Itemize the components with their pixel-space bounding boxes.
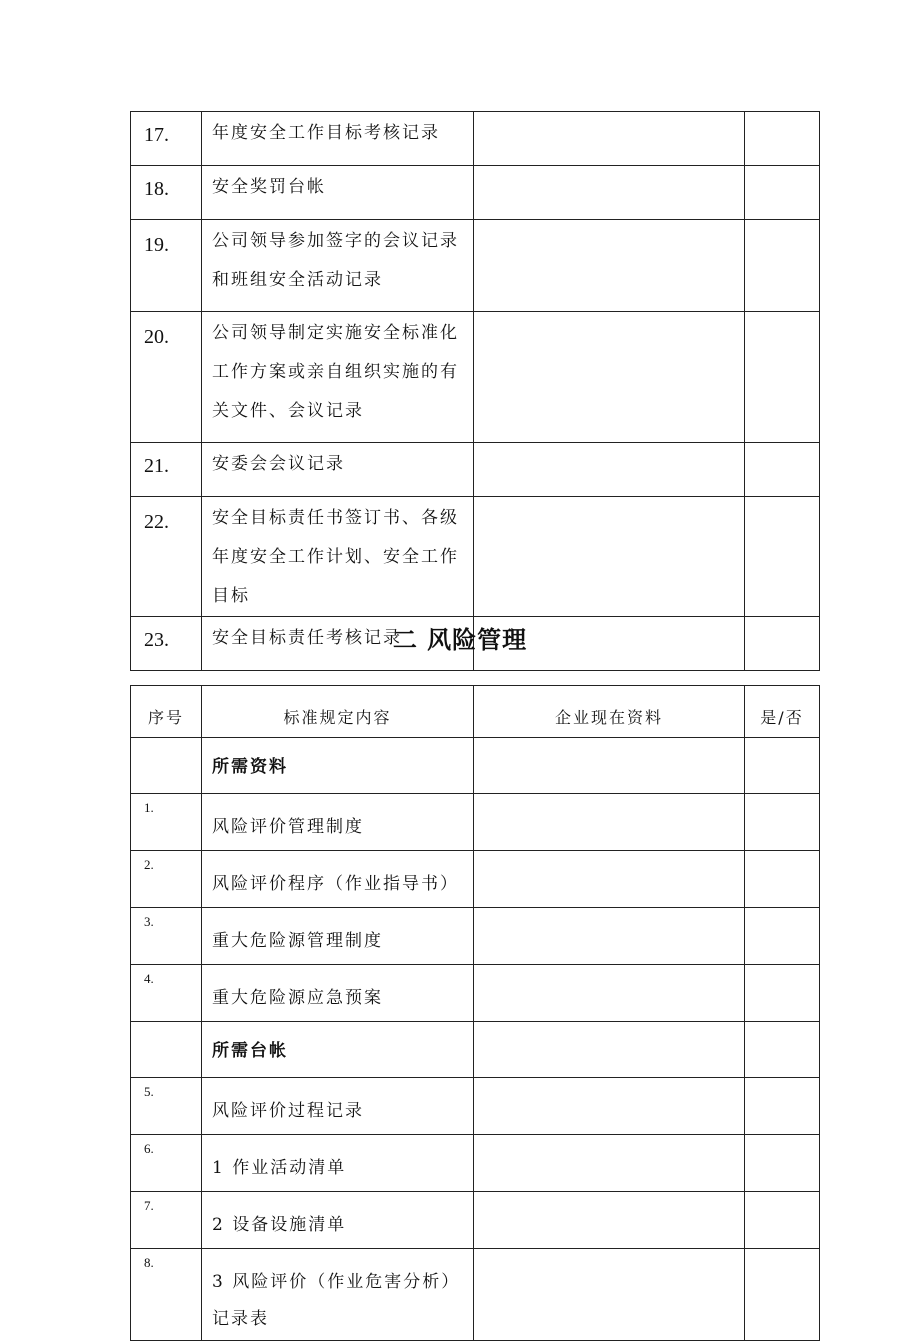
company-material-cell[interactable] bbox=[474, 220, 745, 312]
table-header-row bbox=[131, 686, 820, 738]
section-row bbox=[131, 738, 820, 794]
table-row bbox=[131, 112, 820, 166]
section-row bbox=[131, 1022, 820, 1078]
table-row bbox=[131, 220, 820, 312]
yes-no-cell[interactable] bbox=[745, 908, 820, 965]
row-content: 重大危险源管理制度 bbox=[202, 908, 474, 965]
row-content: 重大危险源应急预案 bbox=[202, 965, 474, 1022]
table-row bbox=[131, 1135, 820, 1192]
row-number bbox=[131, 738, 202, 794]
header-standard-content: 标准规定内容 bbox=[202, 686, 474, 738]
table-row bbox=[131, 908, 820, 965]
yes-no-cell[interactable] bbox=[745, 965, 820, 1022]
row-number bbox=[131, 1022, 202, 1078]
header-number: 序号 bbox=[131, 686, 202, 738]
row-content: 风险评价过程记录 bbox=[202, 1078, 474, 1135]
row-number: 19. bbox=[131, 220, 202, 312]
company-material-cell[interactable] bbox=[474, 1192, 745, 1249]
header-company-material: 企业现在资料 bbox=[474, 686, 745, 738]
row-content: 风险评价程序（作业指导书） bbox=[202, 851, 474, 908]
company-material-cell[interactable] bbox=[474, 794, 745, 851]
table-row bbox=[131, 166, 820, 220]
row-number: 7. bbox=[131, 1192, 202, 1249]
row-number: 3. bbox=[131, 908, 202, 965]
yes-no-cell[interactable] bbox=[745, 312, 820, 443]
company-material-cell[interactable] bbox=[474, 738, 745, 794]
row-number: 1. bbox=[131, 794, 202, 851]
company-material-cell[interactable] bbox=[474, 1078, 745, 1135]
table-row bbox=[131, 312, 820, 443]
company-material-cell[interactable] bbox=[474, 497, 745, 617]
row-number: 17. bbox=[131, 112, 202, 166]
yes-no-cell[interactable] bbox=[745, 1249, 820, 1341]
yes-no-cell[interactable] bbox=[745, 1078, 820, 1135]
company-material-cell[interactable] bbox=[474, 851, 745, 908]
row-content: 安委会会议记录 bbox=[202, 443, 474, 497]
header-yes-no: 是/否 bbox=[745, 686, 820, 738]
company-material-cell[interactable] bbox=[474, 1135, 745, 1192]
company-material-cell[interactable] bbox=[474, 1022, 745, 1078]
row-number: 8. bbox=[131, 1249, 202, 1341]
row-content: 安全目标责任书签订书、各级年度安全工作计划、安全工作目标 bbox=[202, 497, 474, 617]
company-material-cell[interactable] bbox=[474, 112, 745, 166]
company-material-cell[interactable] bbox=[474, 908, 745, 965]
row-content: 公司领导参加签字的会议记录和班组安全活动记录 bbox=[202, 220, 474, 312]
yes-no-cell[interactable] bbox=[745, 497, 820, 617]
row-content: 2 设备设施清单 bbox=[202, 1192, 474, 1249]
requirements-table-continued bbox=[130, 111, 820, 671]
risk-management-table bbox=[130, 685, 820, 1341]
row-content: 1 作业活动清单 bbox=[202, 1135, 474, 1192]
row-number: 20. bbox=[131, 312, 202, 443]
table-row bbox=[131, 851, 820, 908]
company-material-cell[interactable] bbox=[474, 1249, 745, 1341]
yes-no-cell[interactable] bbox=[745, 1192, 820, 1249]
row-number: 22. bbox=[131, 497, 202, 617]
row-number: 6. bbox=[131, 1135, 202, 1192]
table-row bbox=[131, 965, 820, 1022]
row-content: 公司领导制定实施安全标准化工作方案或亲自组织实施的有关文件、会议记录 bbox=[202, 312, 474, 443]
table-row bbox=[131, 497, 820, 617]
yes-no-cell[interactable] bbox=[745, 1135, 820, 1192]
table-row bbox=[131, 443, 820, 497]
yes-no-cell[interactable] bbox=[745, 220, 820, 312]
row-number: 5. bbox=[131, 1078, 202, 1135]
yes-no-cell[interactable] bbox=[745, 443, 820, 497]
table-row bbox=[131, 1249, 820, 1341]
section-label: 所需台帐 bbox=[202, 1022, 474, 1078]
table-row bbox=[131, 1192, 820, 1249]
section-title: 二 风险管理 bbox=[392, 626, 528, 654]
row-content: 3 风险评价（作业危害分析）记录表 bbox=[202, 1249, 474, 1341]
company-material-cell[interactable] bbox=[474, 443, 745, 497]
row-content: 风险评价管理制度 bbox=[202, 794, 474, 851]
table-row bbox=[131, 794, 820, 851]
row-number: 2. bbox=[131, 851, 202, 908]
row-content: 年度安全工作目标考核记录 bbox=[202, 112, 474, 166]
row-content: 安全奖罚台帐 bbox=[202, 166, 474, 220]
company-material-cell[interactable] bbox=[474, 965, 745, 1022]
yes-no-cell[interactable] bbox=[745, 166, 820, 220]
yes-no-cell[interactable] bbox=[745, 1022, 820, 1078]
company-material-cell[interactable] bbox=[474, 166, 745, 220]
yes-no-cell[interactable] bbox=[745, 851, 820, 908]
row-content: 安全目标责任考核记录 bbox=[202, 617, 474, 671]
company-material-cell[interactable] bbox=[474, 312, 745, 443]
yes-no-cell[interactable] bbox=[745, 738, 820, 794]
table-row bbox=[131, 1078, 820, 1135]
row-number: 21. bbox=[131, 443, 202, 497]
row-number: 4. bbox=[131, 965, 202, 1022]
yes-no-cell[interactable] bbox=[745, 112, 820, 166]
yes-no-cell[interactable] bbox=[745, 794, 820, 851]
row-number: 18. bbox=[131, 166, 202, 220]
row-number: 23. bbox=[131, 617, 202, 671]
section-label: 所需资料 bbox=[202, 738, 474, 794]
